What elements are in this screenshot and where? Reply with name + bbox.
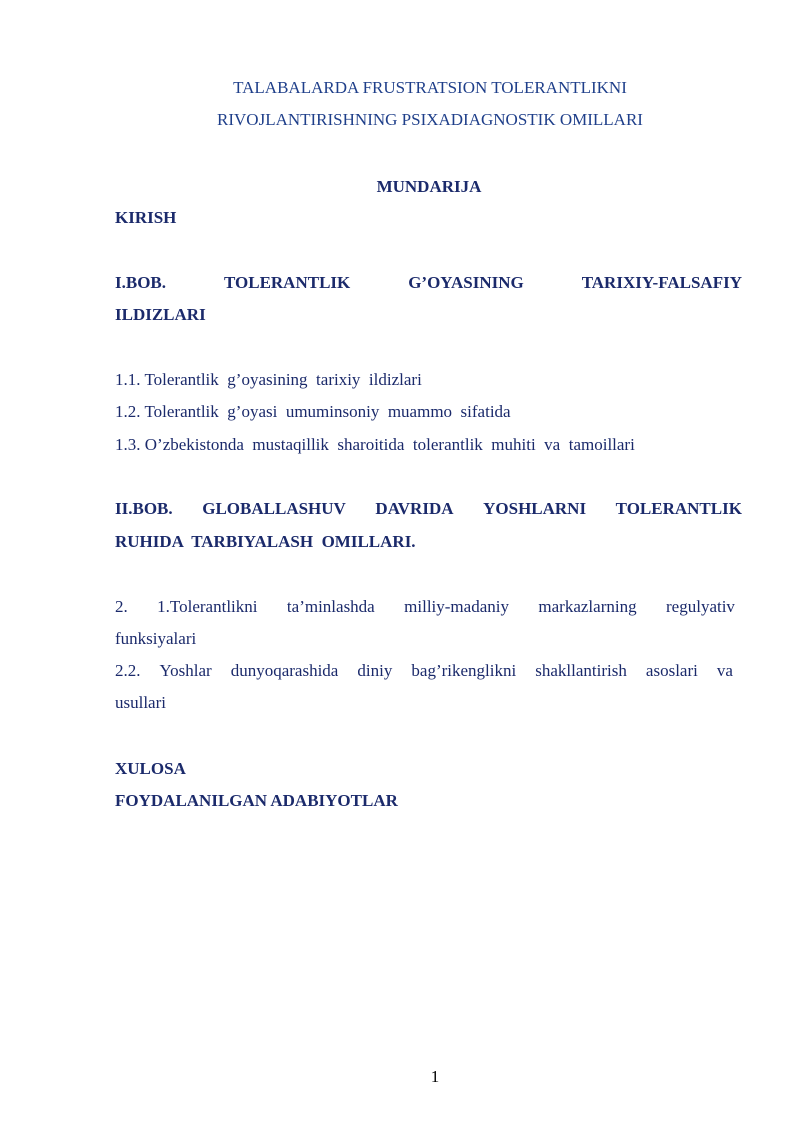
chapter-1-section-2: 1.2. Tolerantlik g’oyasi umuminsoniy muammo sifatida — [115, 402, 511, 421]
chapter-2-section-2-line-2: usullari — [115, 693, 166, 712]
section-word: regulyativ — [666, 597, 735, 616]
chapter-1-word: I.BOB. — [115, 273, 167, 292]
section-word: va — [716, 661, 733, 680]
chapter-1-word: TOLERANTLIK — [223, 273, 351, 292]
chapter-2-section-1-line-1 — [115, 597, 735, 617]
section-word: diniy — [357, 661, 393, 680]
section-word: dunyoqarashida — [230, 661, 339, 680]
document-title-line-1: TALABALARDA FRUSTRATSION TOLERANTLIKNI — [233, 78, 627, 97]
chapter-2-word: II.BOB. — [115, 499, 173, 518]
toc-references: FOYDALANILGAN ADABIYOTLAR — [115, 791, 398, 810]
document-title-line-2: RIVOJLANTIRISHNING PSIXADIAGNOSTIK OMILLARI — [217, 110, 643, 129]
chapter-2-word: DAVRIDA — [375, 499, 454, 518]
chapter-2-heading-line-2: RUHIDA TARBIYALASH OMILLARI. — [115, 532, 416, 551]
chapter-1-word: TARIXIY-FALSAFIY — [581, 273, 742, 292]
section-word: markazlarning — [538, 597, 637, 616]
toc-intro: KIRISH — [115, 208, 177, 227]
section-word: Yoshlar — [159, 661, 212, 680]
section-word: 2.2. — [115, 661, 141, 680]
chapter-1-section-3: 1.3. O’zbekistonda mustaqillik sharoitida tolerantlik muhiti va tamoillari — [115, 435, 635, 454]
chapter-2-word: TOLERANTLIK — [615, 499, 742, 518]
section-word: 1.Tolerantlikni — [157, 597, 258, 616]
chapter-1-word: G’OYASINING — [408, 273, 524, 292]
section-word: milliy-madaniy — [404, 597, 509, 616]
toc-conclusion: XULOSA — [115, 759, 186, 778]
section-word: ta’minlashda — [286, 597, 375, 616]
chapter-2-word: GLOBALLASHUV — [202, 499, 346, 518]
chapter-2-heading-line-1 — [115, 499, 742, 519]
section-word: shakllantirish — [535, 661, 627, 680]
page-number: 1 — [430, 1067, 440, 1086]
section-word: bag’rikenglikni — [411, 661, 517, 680]
chapter-2-section-2-line-1 — [115, 661, 733, 681]
chapter-1-section-1: 1.1. Tolerantlik g’oyasining tarixiy ildizlari — [115, 370, 422, 389]
toc-heading: MUNDARIJA — [376, 177, 482, 196]
chapter-2-word: YOSHLARNI — [483, 499, 587, 518]
chapter-1-heading-line-1 — [115, 273, 742, 293]
chapter-1-heading-line-2: ILDIZLARI — [115, 305, 206, 324]
chapter-2-section-1-line-2: funksiyalari — [115, 629, 197, 648]
section-word: 2. — [115, 597, 128, 616]
section-word: asoslari — [645, 661, 698, 680]
